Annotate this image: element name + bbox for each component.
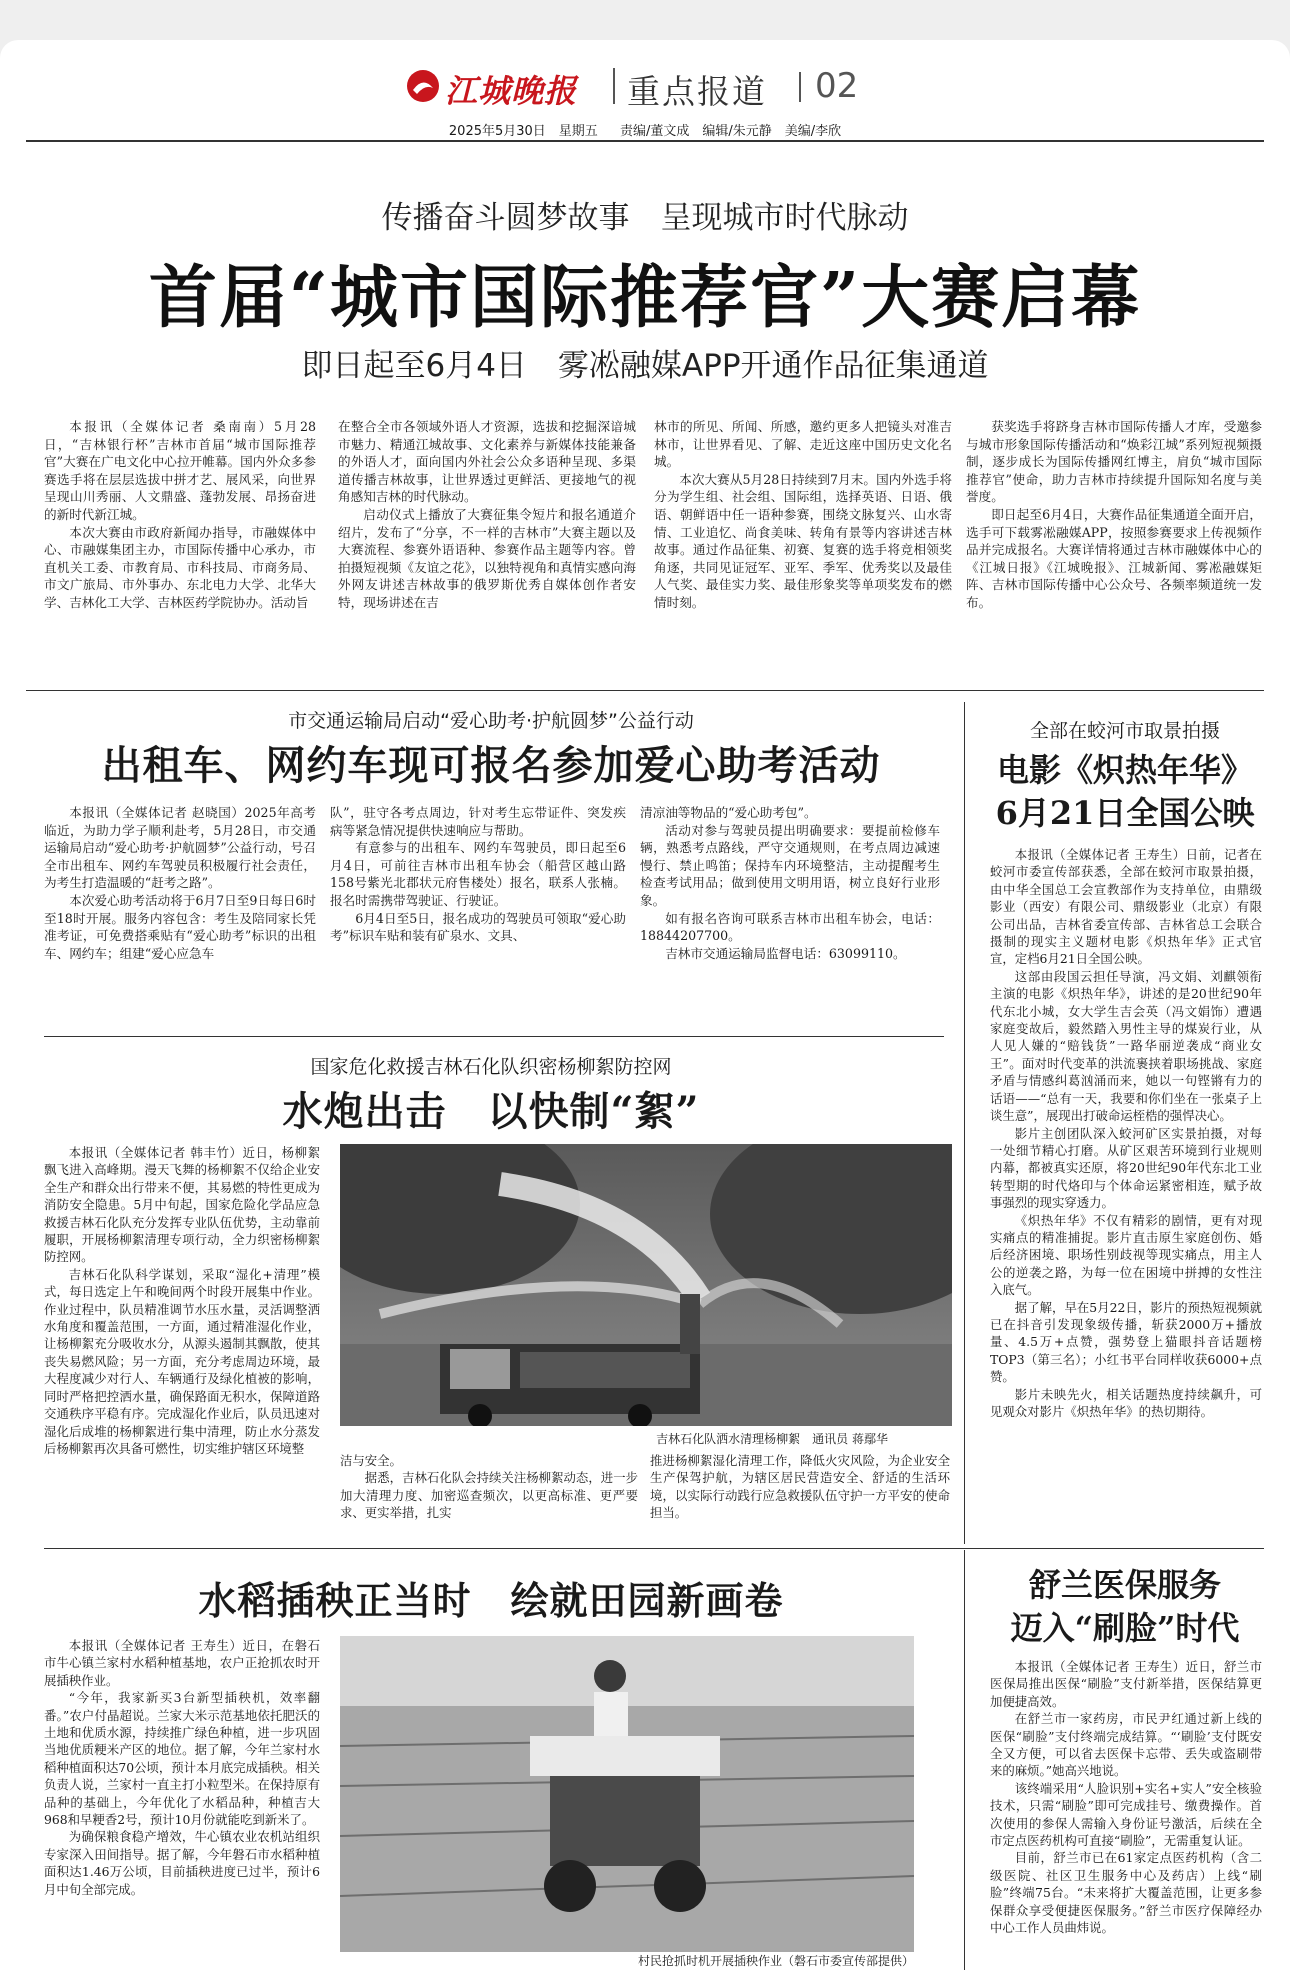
water-left-col	[44, 1144, 320, 1534]
medical-headline-2: 迈入“刷脸”时代	[1010, 1609, 1240, 1647]
film-para: 这部由段国云担任导演，冯文娟、刘麒领衔主演的电影《炽热年华》，讲述的是20世纪90年代东北小城，女大学生吉会英（冯文娟饰）遭遇家庭变故后，毅然踏入男性主导的煤炭行业，从人见人嫌的“赔钱货”一路华丽逆袭成“商业女王”。面对时代变革的洪流裹挟着职场挑战、家庭矛盾与情感纠葛汹涌而来，她以一句铿锵有力的话语——“总有一天，我要和你们坐在一张桌子上谈生意”，展现出打破命运桎梏的强悍决心。	[990, 968, 1262, 1124]
water-para: 吉林石化队科学谋划，采取“湿化+清理”模式，每日选定上午和晚间两个时段开展集中作业。作业过程中，队员精准调节水压水量，灵活调整洒水角度和覆盖范围，一方面，通过精准湿化作业，让杨柳絮充分吸收水分，从源头遏制其飘散，使其丧失易燃风险；另一方面，充分考虑周边环境，最大程度减少对行人、车辆通行及绿化植被的影响，同时严格把控洒水量，确保路面无积水，保障道路交通秩序平稳有序。完成湿化作业后，队员迅速对湿化后成堆的杨柳絮进行集中清理，防止水分蒸发后杨柳絮再次具备可燃性，切实维护辖区环境整	[44, 1266, 320, 1456]
water-bottom-col-2	[650, 1452, 950, 1538]
water-para: 洁与安全。	[340, 1453, 402, 1468]
rice-planting-photo	[340, 1636, 914, 1952]
fire-truck-image	[340, 1144, 952, 1426]
water-photo-caption: 吉林石化队洒水清理杨柳絮 通讯员 蒋鄢华	[656, 1432, 888, 1446]
lead-col-3	[654, 418, 952, 678]
section-title: 重点报道	[627, 72, 767, 111]
taxi-para: 吉林市交通运输局监督电话：63099110。	[665, 945, 906, 961]
rice-field-image	[340, 1636, 914, 1952]
water-bottom-col-1	[340, 1452, 638, 1538]
lead-subhead: 即日起至6月4日 雾凇融媒APP开通作品征集通道	[301, 348, 989, 384]
lead-kicker: 传播奋斗圆梦故事 呈现城市时代脉动	[381, 200, 909, 236]
rice-photo-caption: 村民抢抓时机开展插秧作业（磐石市委宣传部提供）	[637, 1954, 914, 1968]
taxi-para: 本次爱心助考活动将于6月7日至9日每日6时至18时开展。服务内容包含：考生及陪同家长凭准考证，可免费搭乘贴有“爱心助考”标识的出租车、网约车；组建“爱心应急车	[44, 892, 316, 961]
rice-headline: 水稻插秧正当时 绘就田园新画卷	[198, 1578, 784, 1623]
lead-headline: 首届“城市国际推荐官”大赛启幕	[148, 258, 1142, 338]
taxi-para: 活动对参与驾驶员提出明确要求：要提前检修车辆，熟悉考点路线，严守交通规则，在考点周边减速慢行、禁止鸣笛；保持车内环境整洁，主动提醒考生检查考试用品；做到使用文明用语，树立良好行业形象。	[640, 822, 940, 908]
masthead-logo: 江城晚报	[445, 72, 578, 110]
lead-para: 获奖选手将跻身吉林市国际传播人才库，受邀参与城市形象国际传播活动和“焕彩江城”系列短视频摄制，逐步成长为国际传播网红博主，肩负“城市国际推荐官”使命，助力吉林市持续提升国际知名度与美誉度。	[966, 419, 1262, 505]
medical-body	[990, 1658, 1262, 1970]
film-para: 据了解，早在5月22日，影片的预热短视频就已在抖音引发现象级传播，斩获2000万+播放量、4.5万+点赞，强势登上猫眼抖音话题榜TOP3（第三名）；小红书平台同样收获6000+点赞。	[990, 1299, 1262, 1385]
film-headline-1: 电影《炽热年华》	[996, 751, 1253, 789]
taxi-kicker: 市交通运输局启动“爱心助考·护航圆梦”公益行动	[288, 710, 694, 732]
medical-para: 该终端采用“人脸识别+实名+实人”安全核验技术，只需“刷脸”即可完成挂号、缴费操作。首次使用的参保人需输入身份证号激活，后续在全市定点医药机构可直接“刷脸”，无需重复认证。	[990, 1780, 1262, 1849]
lead-para: 本报讯（全媒体记者 桑南南）5月28日，“吉林银行杯”吉林市首届“城市国际推荐官”大赛在广电文化中心拉开帷幕。国内外众多参赛选手将在层层选拔中拼才艺、展风采，向世界呈现山川秀丽、人文鼎盛、蓬勃发展、昂扬奋进的新时代新江城。	[44, 419, 316, 522]
issue-date: 2025年5月30日 星期五	[448, 124, 598, 139]
lead-para: 林市的所见、所闻、所感，邀约更多人把镜头对准吉林市，让世界看见、了解、走近这座中国历史文化名城。	[654, 419, 952, 470]
lead-para: 即日起至6月4日，大赛作品征集通道全面开启，选手可下载雾凇融媒APP，按照参赛要求上传视频作品并完成报名。大赛详情将通过吉林市融媒体中心的《江城日报》《江城晚报》、江城新闻、雾凇融媒矩阵、吉林市国际传播中心公众号、各频率频道统一发布。	[966, 506, 1262, 610]
water-para: 推进杨柳絮湿化清理工作，降低火灾风险，为企业安全生产保驾护航，为辖区居民营造安全、舒适的生活环境，以实际行动践行应急救援队伍守护一方平安的使命担当。	[650, 1453, 950, 1521]
water-headline: 水炮出击 以快制“絮”	[282, 1088, 700, 1135]
film-para: 本报讯（全媒体记者 王寿生）日前，记者在蛟河市委宣传部获悉，全部在蛟河市取景拍摄，由中华全国总工会宣教部作为支持单位，由鼎级影业（西安）有限公司、鼎级影业（北京）有限公司出品，吉林省委宣传部、吉林省总工会联合摄制的现实主义题材电影《炽热年华》正式官宣，定档6月21日全国公映。	[990, 847, 1262, 967]
page-number: 02	[815, 66, 859, 106]
masthead	[405, 58, 885, 114]
medical-headline-1: 舒兰医保服务	[1028, 1566, 1221, 1604]
film-para: 影片未映先火，相关话题热度持续飙升，可见观众对影片《炽热年华》的热切期待。	[990, 1386, 1262, 1419]
taxi-col-3	[640, 804, 940, 994]
newspaper-page	[0, 40, 1290, 1974]
rice-body	[44, 1637, 320, 1937]
water-kicker: 国家危化救援吉林石化队织密杨柳絮防控网	[310, 1056, 672, 1078]
taxi-headline: 出租车、网约车现可报名参加爱心助考活动	[101, 742, 881, 789]
editors-line: 责编/董文成 编辑/朱元静 美编/李欣	[619, 124, 842, 139]
film-kicker: 全部在蛟河市取景拍摄	[1029, 720, 1220, 742]
film-headline-2: 6月21日全国公映	[995, 794, 1255, 832]
film-para: 影片主创团队深入蛟河矿区实景拍摄，对每一处细节精心打磨。从矿区艰苦环境到行业规则内幕，都被真实还原，将20世纪90年代东北工业转型期的时代烙印与个体命运紧密相连，赋予故事强烈的现实穿透力。	[990, 1125, 1262, 1211]
taxi-col-1	[44, 804, 316, 994]
taxi-para: 如有报名咨询可联系吉林市出租车协会，电话：18844207700。	[640, 910, 940, 944]
taxi-para: 清凉油等物品的“爱心助考包”。	[640, 805, 817, 820]
medical-para: 在舒兰市一家药房，市民尹红通过新上线的医保“刷脸”支付终端完成结算。“‘刷脸’支付既安全又方便，可以省去医保卡忘带、丢失或盗刷带来的麻烦。”她高兴地说。	[990, 1711, 1262, 1779]
taxi-para: 队”，驻守各考点周边，针对考生忘带证件、突发疾病等紧急情况提供快速响应与帮助。	[330, 805, 626, 838]
lead-para: 本次大赛由市政府新闻办指导，市融媒体中心、市融媒集团主办，市国际传播中心承办，市直机关工委、市教育局、市科技局、市商务局、市文广旅局、市外事办、东北电力大学、北华大学、吉林化工大学、吉林医药学院协办。活动旨	[44, 524, 316, 610]
water-cannon-photo	[340, 1144, 952, 1426]
film-body	[990, 846, 1262, 1506]
newspaper-logo-icon	[405, 68, 441, 104]
taxi-col-2	[330, 804, 626, 994]
water-para: 据悉，吉林石化队会持续关注杨柳絮动态，进一步加大清理力度、加密巡查频次，以更高标准、更严要求、更实举措，扎实	[340, 1470, 638, 1521]
taxi-para: 有意参与的出租车、网约车驾驶员，即日起至6月4日，可前往吉林市出租车协会（船营区越山路158号紫光北郡状元府售楼处）报名，联系人张楠。报名时需携带驾驶证、行驶证。	[330, 840, 626, 908]
rice-para: 为确保粮食稳产增效，牛心镇农业农机站组织专家深入田间指导。据了解，今年磐石市水稻种植面积达1.46万公顷，目前插秧进度已过半，预计6月中旬全部完成。	[44, 1829, 320, 1897]
lead-col-4	[966, 418, 1262, 678]
lead-para: 在整合全市各领域外语人才资源，选拔和挖掘深谙城市魅力、精通江城故事、文化素养与新媒体技能兼备的外语人才，面向国内外社会公众多语种呈现、多渠道传播吉林故事，让世界透过更鲜活、更接地气的视角感知吉林的时代脉动。	[338, 419, 636, 505]
medical-para: 目前，舒兰市已在61家定点医药机构（含二级医院、社区卫生服务中心及药店）上线“刷脸”终端75台。“未来将扩大覆盖范围，让更多参保群众享受便捷医保服务。”舒兰市医疗保障经办中心工作人员曲炜说。	[990, 1850, 1262, 1936]
lead-col-1	[44, 418, 316, 678]
lead-para: 本次大赛从5月28日持续到7月末。国内外选手将分为学生组、社会组、国际组，选择英语、日语、俄语、朝鲜语中任一语种参赛，围绕文脉复兴、山水寄情、工业追忆、尚食美味、转角有景等内容讲述吉林故事。通过作品征集、初赛、复赛的选手将竞相领奖角逐，共同见证冠军、亚军、季军、优秀奖以及最佳人气奖、最佳实力奖、最佳形象奖等单项奖发布的燃情时刻。	[654, 471, 952, 610]
medical-para: 本报讯（全媒体记者 王寿生）近日，舒兰市医保局推出医保“刷脸”支付新举措，医保结算更加便捷高效。	[990, 1659, 1262, 1709]
film-para: 《炽热年华》不仅有精彩的剧情，更有对现实痛点的精准捕捉。影片直击原生家庭创伤、婚后经济困境、职场性别歧视等现实痛点，用主人公的逆袭之路，为每一位在困境中拼搏的女性注入底气。	[990, 1212, 1262, 1298]
lead-col-2	[338, 418, 636, 678]
rice-para: “今年，我家新买3台新型插秧机，效率翻番。”农户付晶超说。兰家大米示范基地依托肥沃的土地和优质水源，持续推广绿色种植，进一步巩固当地优质粳米产区的地位。据了解，今年兰家村水稻种植面积达70公顷，预计本月底完成插秧。相关负责人说，兰家村一直主打小粒型米。在保持原有品种的基础上，今年优化了水稻品种，种植吉大968和早粳香2号，预计10月份就能吃到新米了。	[44, 1690, 320, 1828]
taxi-para: 本报讯（全媒体记者 赵晓国）2025年高考临近，为助力学子顺利赴考，5月28日，市交通运输局启动“爱心助考·护航圆梦”公益行动，号召全市出租车、网约车驾驶员积极履行社会责任，为考生打造温暖的“赶考之路”。	[44, 805, 316, 891]
lead-para: 启动仪式上播放了大赛征集令短片和报名通道介绍片，发布了“分享，不一样的吉林市”大赛主题以及大赛流程、参赛外语语种、参赛作品主题等内容。曾拍摄短视频《友谊之花》，以独特视角和真情实感向海外网友讲述吉林故事的俄罗斯优秀自媒体创作者安特，现场讲述在吉	[338, 506, 636, 610]
rice-para: 本报讯（全媒体记者 王寿生）近日，在磐石市牛心镇兰家村水稻种植基地，农户正抢抓农时开展插秧作业。	[44, 1638, 320, 1688]
date-line	[0, 120, 1290, 139]
taxi-para: 6月4日至5日，报名成功的驾驶员可领取“爱心助考”标识车贴和装有矿泉水、文具、	[330, 910, 626, 944]
water-para: 本报讯（全媒体记者 韩丰竹）近日，杨柳絮飘飞进入高峰期。漫天飞舞的杨柳絮不仅给企业安全生产和群众出行带来不便，其易燃的特性更成为消防安全隐患。5月中旬起，国家危险化学品应急救援吉林石化队充分发挥专业队伍优势，主动靠前履职，开展杨柳絮清理专项行动，全力织密杨柳絮防控网。	[44, 1145, 320, 1265]
